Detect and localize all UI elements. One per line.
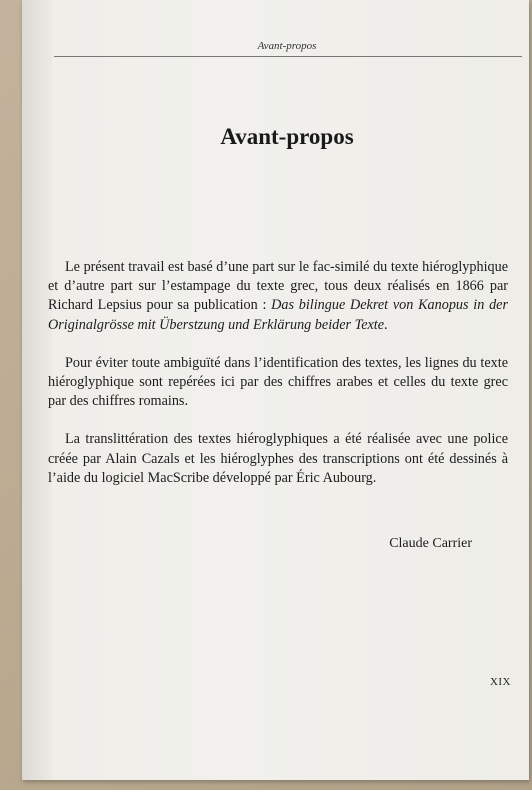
page-number: XIX — [489, 676, 511, 688]
paragraph-1-end: . — [384, 316, 388, 333]
paragraph-3: La translittération des textes hiéroglyphiques a été réalisée avec une police créée par Alain Cazals et les hiéroglyphes des transcriptions ont été dessinés à l’aide du logiciel MacScribe développé par Éric Aubourg. — [48, 431, 508, 486]
publication-title: Das bilingue Dekret von Kanopus in der Originalgrösse mit Überstzung und Erklärung beider Texte — [48, 297, 508, 333]
paragraph-2: Pour éviter toute ambiguïté dans l’identification des textes, les lignes du texte hiéroglyphique sont repérées ici par des chiffres arabes et celles du texte grec par des chiffres romains. — [48, 354, 508, 410]
running-head: Avant-propos — [257, 40, 317, 52]
author-signature: Claude Carrier — [389, 536, 472, 551]
body-text — [48, 258, 508, 507]
header-rule — [54, 56, 522, 57]
page-title: Avant-propos — [220, 124, 354, 149]
paragraph-1-text: Le présent travail est basé d’une part sur le fac-similé du texte hiéroglyphique et d’autre part sur l’estampage du texte grec, tous deux réalisés en 1866 par Richard Lepsius pour sa publication : — [48, 259, 508, 314]
paragraph-1 — [48, 258, 508, 335]
book-page — [22, 0, 529, 780]
